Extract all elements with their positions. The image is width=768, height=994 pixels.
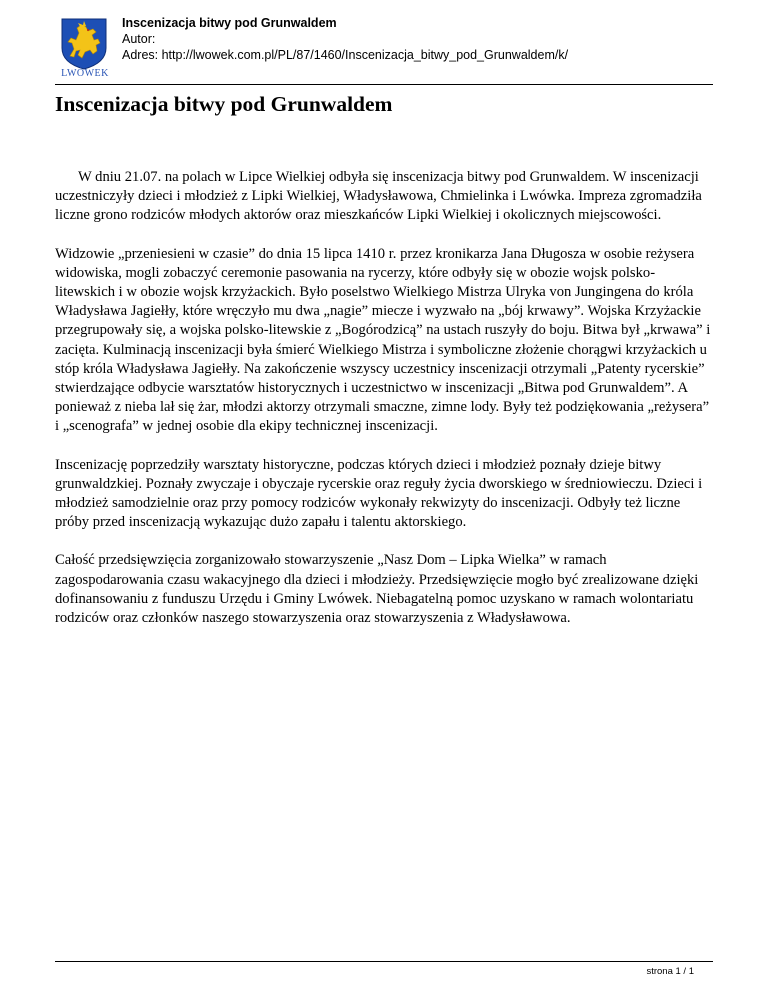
header-divider bbox=[55, 84, 713, 85]
header-title: Inscenizacja bitwy pod Grunwaldem bbox=[122, 16, 337, 30]
address-line: Adres: http://lwowek.com.pl/PL/87/1460/Inscenizacja_bitwy_pod_Grunwaldem/k/ bbox=[122, 48, 569, 62]
article-paragraph: Inscenizację poprzedziły warsztaty historyczne, podczas których dzieci i młodzież poznały dzieje bitwy grunwaldzkiej. Poznały zwyczaje i obyczaje rycerskie oraz reguły życia dworskiego w średniowieczu. Dzieci i młodzież samodzielnie oraz przy pomocy rodziców wykonały rekwizyty do inscenizacji. Odbyły też liczne próby przed inscenizacją wykazując dużo zapału i talentu aktorskiego. bbox=[55, 456, 703, 531]
logo-wordmark: LWÓWEK bbox=[61, 68, 109, 79]
article-paragraph: Widzowie „przeniesieni w czasie” do dnia 15 lipca 1410 r. przez kronikarza Jana Długosza w osobie reżysera widowiska, mogli zobaczyć ceremonie pasowania na rycerzy, które odbyły się w obozie wojsk polsko-litewskich i w obozie wojsk krzyżackich. Było poselstwo Wielkiego Mistrza Ulryka von Jungingena do króla Władysława Jagiełły, które wręczyło mu dwa „nagie” miecze i wyzwało na „bój krwawy”. Wojska Krzyżackie przegrupowały się, a wojska polsko-litewskie z „Bogórodzicą” na ustach ruszyły do boju. Bitwa był „krwawa” i zacięta. Kulminacją inscenizacji była śmierć Wielkiego Mistrza i symboliczne złożenie chorągwi krzyżackich u stóp króla Władysława Jagiełły. Na zakończenie wszyscy uczestnicy inscenizacji otrzymali „Patenty rycerskie” stwierdzające odbycie warsztatów historycznych i uczestnictwo w inscenizacji „Bitwa pod Grunwaldem”. A ponieważ z nieba lał się żar, młodzi aktorzy otrzymali smaczne, zimne lody. Były też podziękowania „reżysera” i „scenografa” w jednej osobie dla ekipy technicznej inscenizacji. bbox=[55, 245, 711, 435]
author-line: Autor: bbox=[122, 32, 156, 46]
page-title: Inscenizacja bitwy pod Grunwaldem bbox=[55, 92, 393, 116]
page-number: strona 1 / 1 bbox=[646, 966, 694, 977]
footer-divider bbox=[55, 961, 713, 962]
article-paragraph: Całość przedsięwzięcia zorganizowało stowarzyszenie „Nasz Dom – Lipka Wielka” w ramach zagospodarowania czasu wakacyjnego dla dzieci i młodzieży. Przedsięwzięcie mogło być zrealizowane dzięki dofinansowaniu z funduszu Urzędu i Gminy Lwówek. Niebagatelną pomoc uzyskano w ramach wolontariatu rodziców oraz członków naszego stowarzyszenia oraz stowarzyszenia z Władysławowa. bbox=[55, 552, 699, 627]
document-header bbox=[55, 10, 713, 84]
document-meta bbox=[122, 15, 568, 63]
article-paragraph: W dniu 21.07. na polach w Lipce Wielkiej odbyła się inscenizacja bitwy pod Grunwaldem. W inscenizacji uczestniczyły dzieci i młodzież z Lipki Wielkiej, Władysławowa, Chmielinka i Lwówka. Impreza zgromadziła liczne grono rodziców młodych aktorów oraz mieszkańców Lipki Wielkiej i okolicznych miejscowości. bbox=[55, 169, 702, 224]
lion-crest-icon bbox=[59, 16, 109, 70]
article-body bbox=[55, 168, 715, 647]
